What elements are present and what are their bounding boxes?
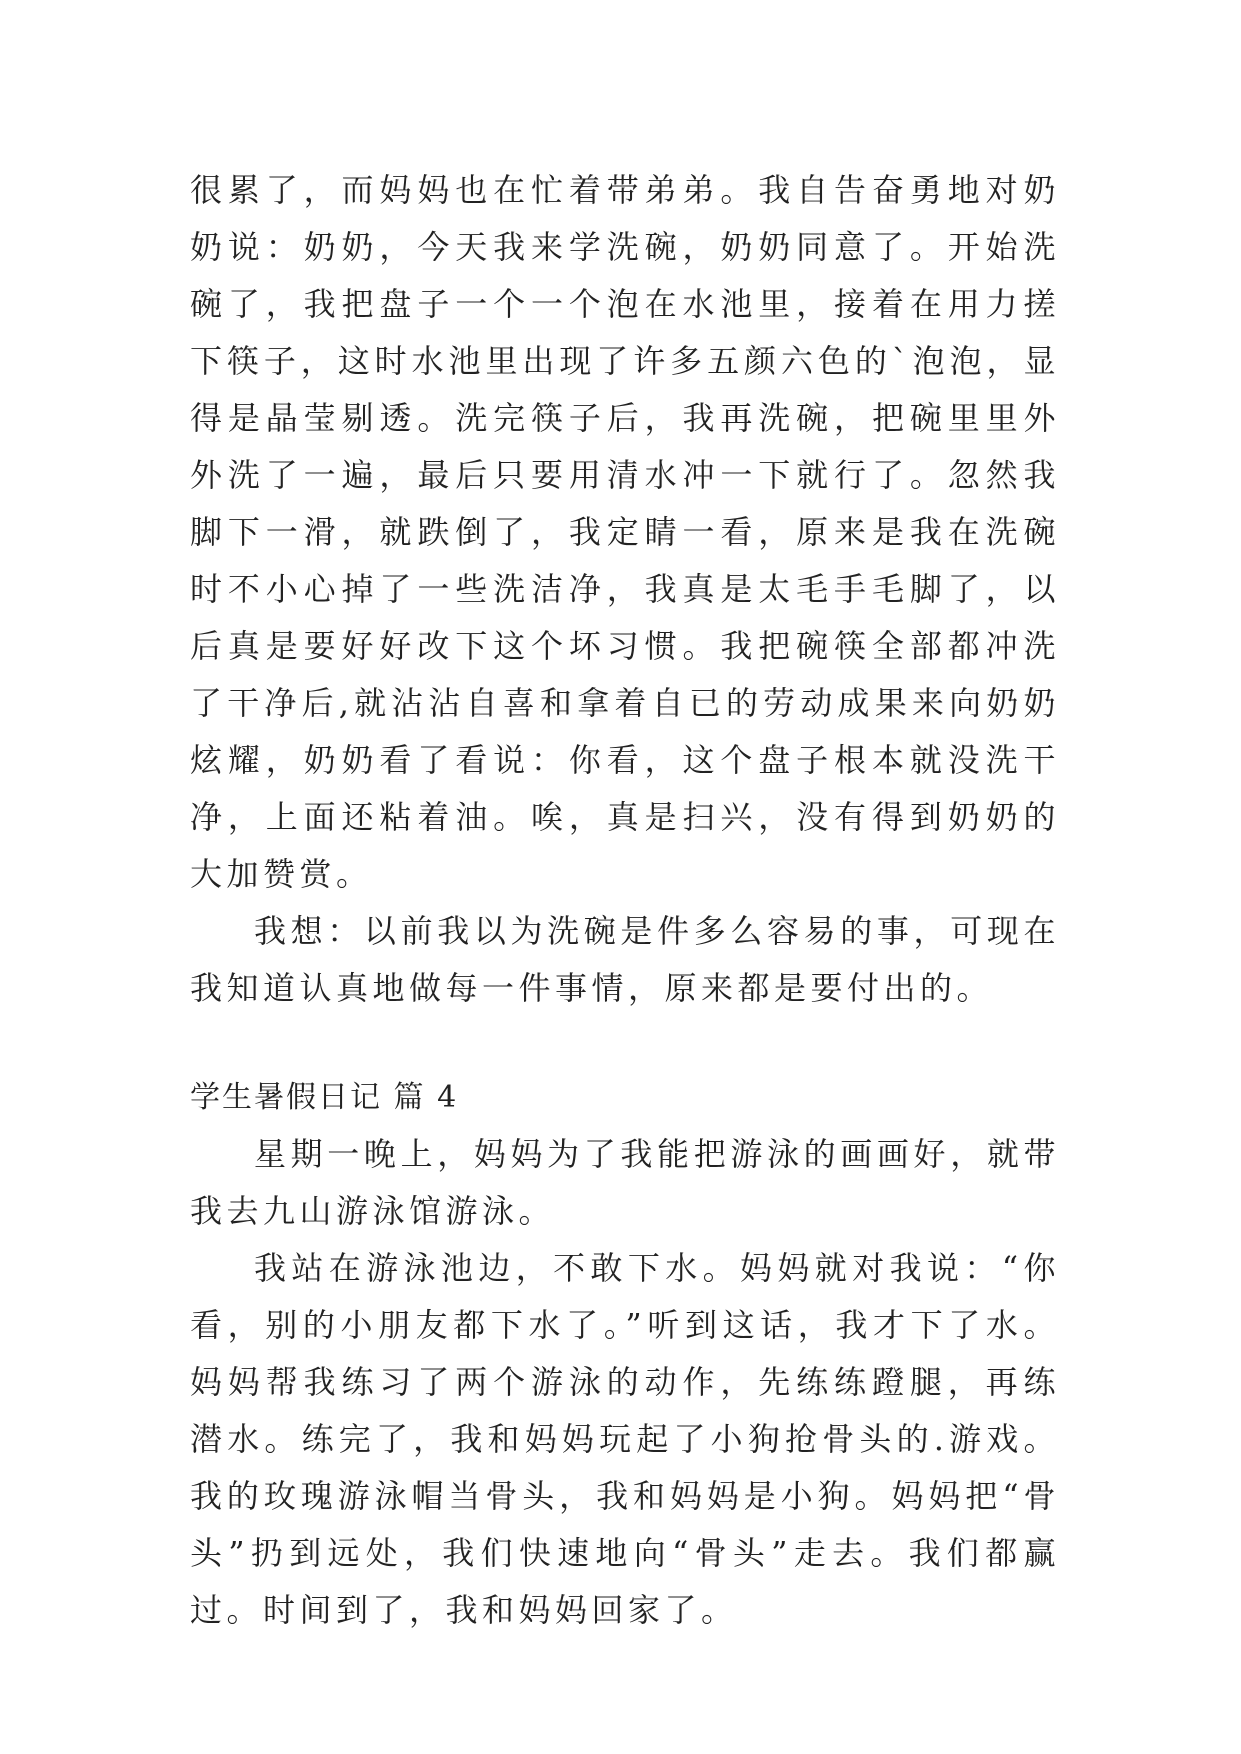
paragraph-reflection: 我想：以前我以为洗碗是件多么容易的事，可现在我知道认真地做每一件事情，原来都是要付出的。 [190,912,1060,1007]
paragraph-dishwashing-story: 很累了，而妈妈也在忙着带弟弟。我自告奋勇地对奶奶说：奶奶，今天我来学洗碗，奶奶同意了。开始洗碗了，我把盘子一个一个泡在水池里，接着在用力搓下筷子，这时水池里出现了许多五颜六色的`泡泡，显得是晶莹剔透。洗完筷子后，我再洗碗，把碗里里外外洗了一遍，最后只要用清水冲一下就行了。忽然我脚下一滑，就跌倒了，我定睛一看，原来是我在洗碗时不小心掉了一些洗洁净，我真是太毛手毛脚了，以后真是要好好改下这个坏习惯。我把碗筷全部都冲洗了干净后,就沾沾自喜和拿着自已的劳动成果来向奶奶炫耀，奶奶看了看说：你看，这个盘子根本就没洗干净，上面还粘着油。唉，真是扫兴，没有得到奶奶的大加赞赏。 [190,171,1060,893]
paragraph-swim-story: 我站在游泳池边，不敢下水。妈妈就对我说：“你看，别的小朋友都下水了。”听到这话，我才下了水。妈妈帮我练习了两个游泳的动作，先练练蹬腿，再练潜水。练完了，我和妈妈玩起了小狗抢骨头的.游戏。我的玫瑰游泳帽当骨头，我和妈妈是小狗。妈妈把“骨头”扔到远处，我们快速地向“骨头”走去。我们都赢过。时间到了，我和妈妈回家了。 [190,1249,1060,1629]
paragraph-swim-intro: 星期一晚上，妈妈为了我能把游泳的画画好，就带我去九山游泳馆游泳。 [190,1135,1060,1230]
section-title: 学生暑假日记 篇 4 [190,1080,459,1115]
document-body [190,162,1060,1639]
